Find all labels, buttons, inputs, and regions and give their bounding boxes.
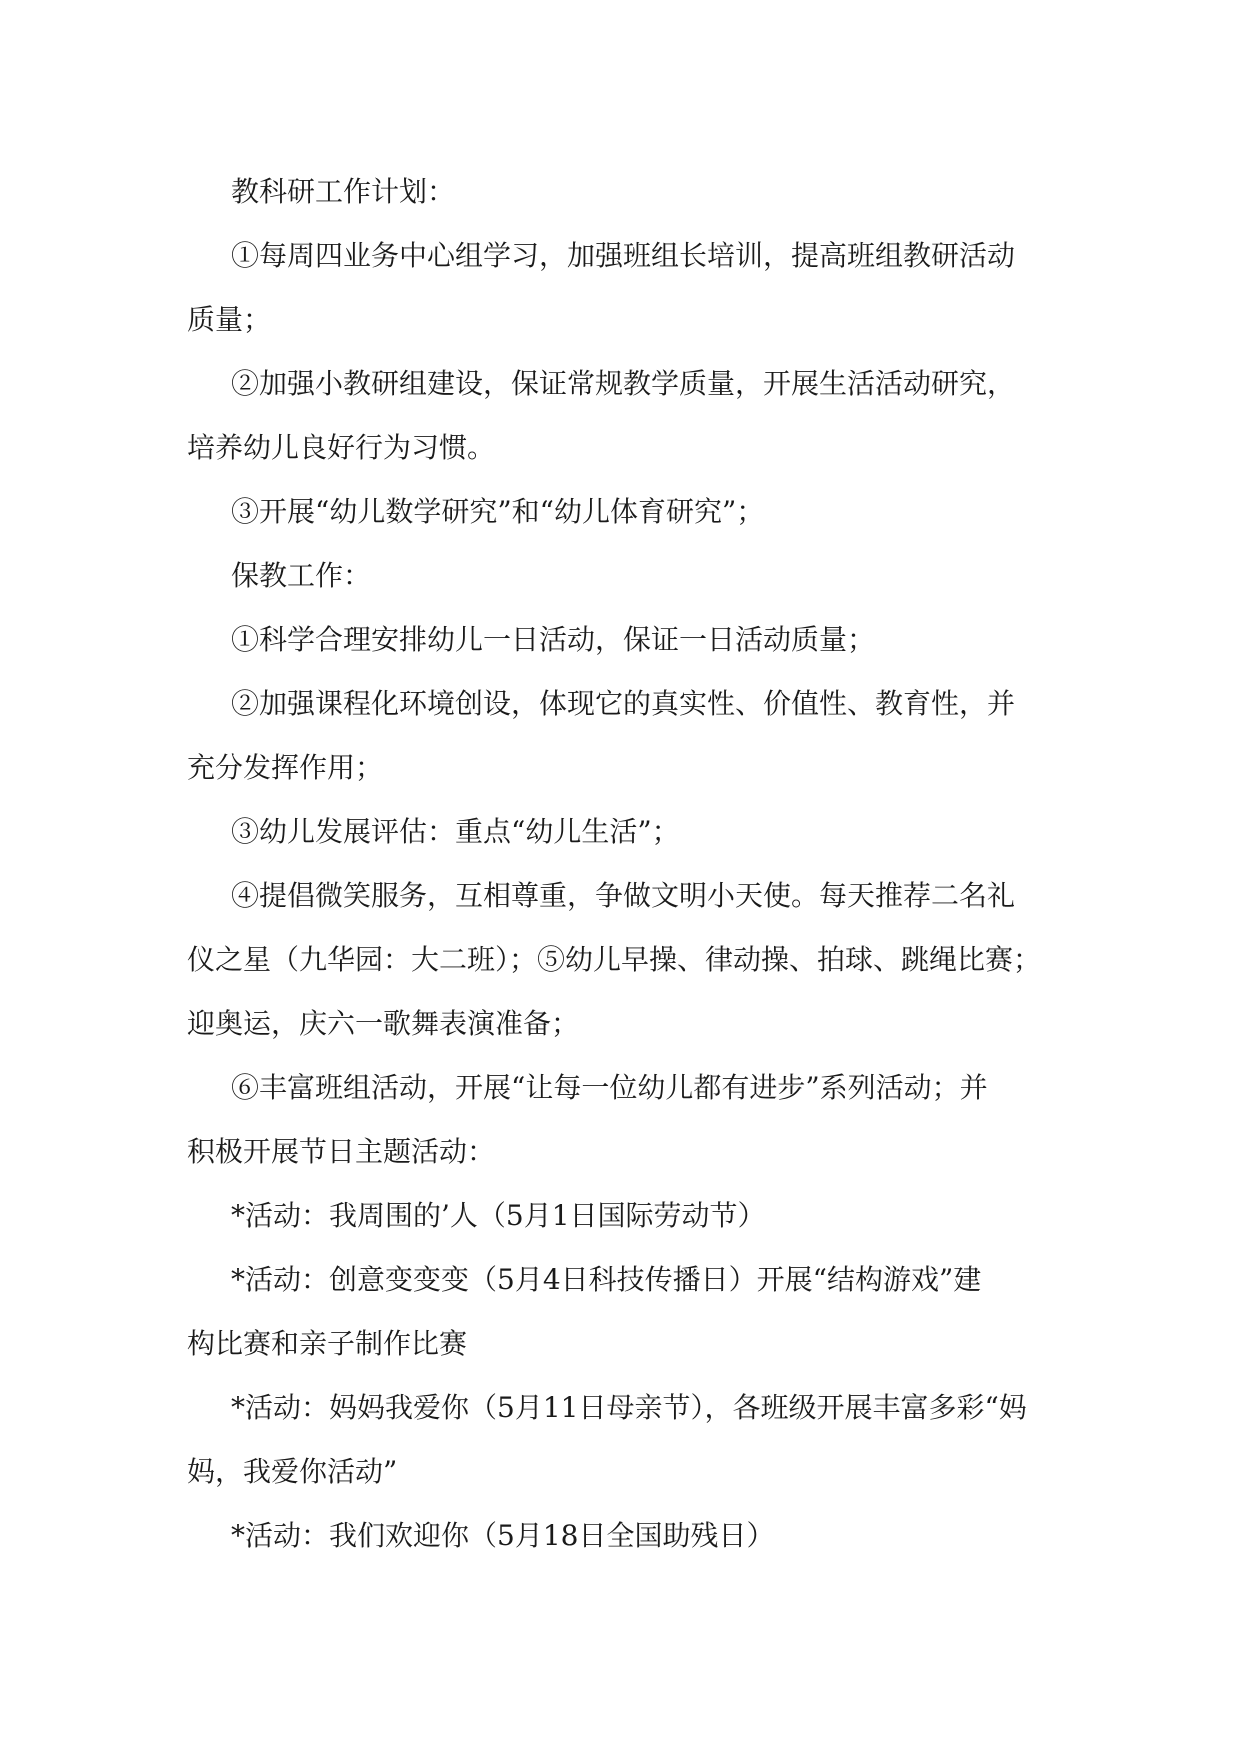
section-heading-research-plan: 教科研工作计划： xyxy=(231,175,456,208)
research-item-3: ③开展“幼儿数学研究”和“幼儿体育研究”； xyxy=(231,495,765,528)
activity-item-tech-day: *活动：创意变变变（5月4日科技传播日）开展“结构游戏”建 构比赛和亲子制作比赛 xyxy=(187,1263,982,1360)
activity-item-mothers-day: *活动：妈妈我爱你（5月11日母亲节），各班级开展丰富多彩“妈 妈，我爱你活动” xyxy=(187,1391,1027,1488)
care-item-6: ⑥丰富班组活动，开展“让每一位幼儿都有进步”系列活动；并 积极开展节日主题活动： xyxy=(187,1071,988,1168)
care-item-1: ①科学合理安排幼儿一日活动，保证一日活动质量； xyxy=(231,623,876,656)
care-item-4-5: ④提倡微笑服务，互相尊重，争做文明小天使。每天推荐二名礼 仪之星（九华园：大二班）；⑤幼儿早操、律动操、拍球、跳绳比赛； 迎奥运，庆六一歌舞表演准备； xyxy=(187,879,1042,1040)
research-item-1: ①每周四业务中心组学习，加强班组长培训，提高班组教研活动 质量； xyxy=(187,239,1016,336)
activity-item-labor-day: *活动：我周围的’人（5月1日国际劳动节） xyxy=(231,1199,766,1232)
section-heading-care-education: 保教工作： xyxy=(231,559,372,592)
care-item-3: ③幼儿发展评估：重点“幼儿生活”； xyxy=(231,815,680,848)
care-item-2: ②加强课程化环境创设，体现它的真实性、价值性、教育性，并 充分发挥作用； xyxy=(187,687,1016,784)
activity-item-disability-day: *活动：我们欢迎你（5月18日全国助残日） xyxy=(231,1519,775,1552)
document-body xyxy=(187,160,1067,1568)
research-item-2: ②加强小教研组建设，保证常规教学质量，开展生活活动研究， 培养幼儿良好行为习惯。 xyxy=(187,367,1016,464)
